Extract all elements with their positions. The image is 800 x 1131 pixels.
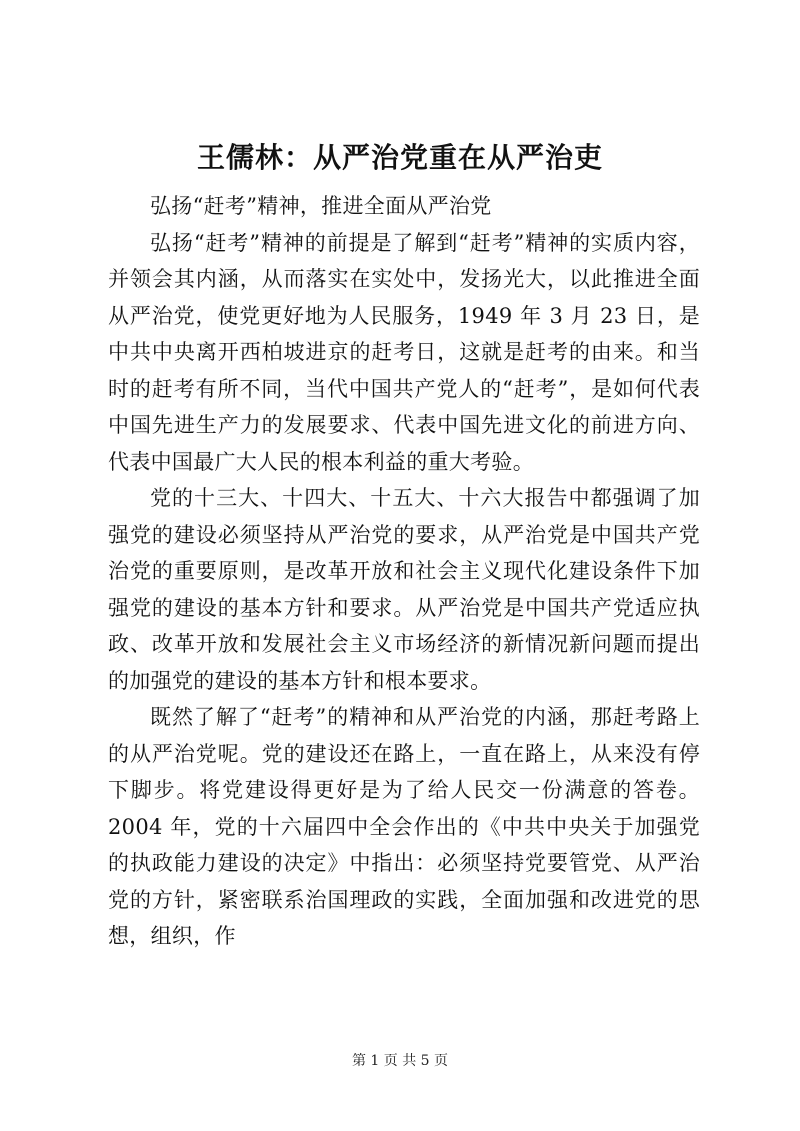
paragraph-1: 弘扬“赶考”精神的前提是了解到“赶考”精神的实质内容，并领会其内涵，从而落实在实处中，发扬光大，以此推进全面从严治党，使党更好地为人民服务，1949 年 3 月 23 日，是中共中央离开西柏坡进京的赶考日，这就是赶考的由来。和当时的赶考有所不同，当代中国共产党人的“赶考”，是如何代表中国先进生产力的发展要求、代表中国先进文化的前进方向、代表中国最广大人民的根本利益的重大考验。 (108, 230, 700, 474)
paragraph-subtitle: 弘扬“赶考”精神，推进全面从严治党 (150, 194, 492, 218)
document-title: 王儒林：从严治党重在从严治吏 (196, 141, 603, 174)
document-body (108, 188, 700, 955)
page-footer: 第 1 页 共 5 页 (351, 1053, 449, 1069)
paragraph-3: 既然了解了“赶考”的精神和从严治党的内涵，那赶考路上的从严治党呢。党的建设还在路上，一直在路上，从来没有停下脚步。将党建设得更好是为了给人民交一份满意的答卷。2004 年，党的十六届四中全会作出的《中共中央关于加强党的执政能力建设的决定》中指出：必须坚持党要管党、从严治党的方针，紧密联系治国理政的实践，全面加强和改进党的思想，组织，作 (108, 705, 700, 948)
paragraph-2: 党的十三大、十四大、十五大、十六大报告中都强调了加强党的建设必须坚持从严治党的要求，从严治党是中国共产党治党的重要原则，是改革开放和社会主义现代化建设条件下加强党的建设的基本方针和要求。从严治党是中国共产党适应执政、改革开放和发展社会主义市场经济的新情况新问题而提出的加强党的建设的基本方针和根本要求。 (108, 486, 700, 693)
